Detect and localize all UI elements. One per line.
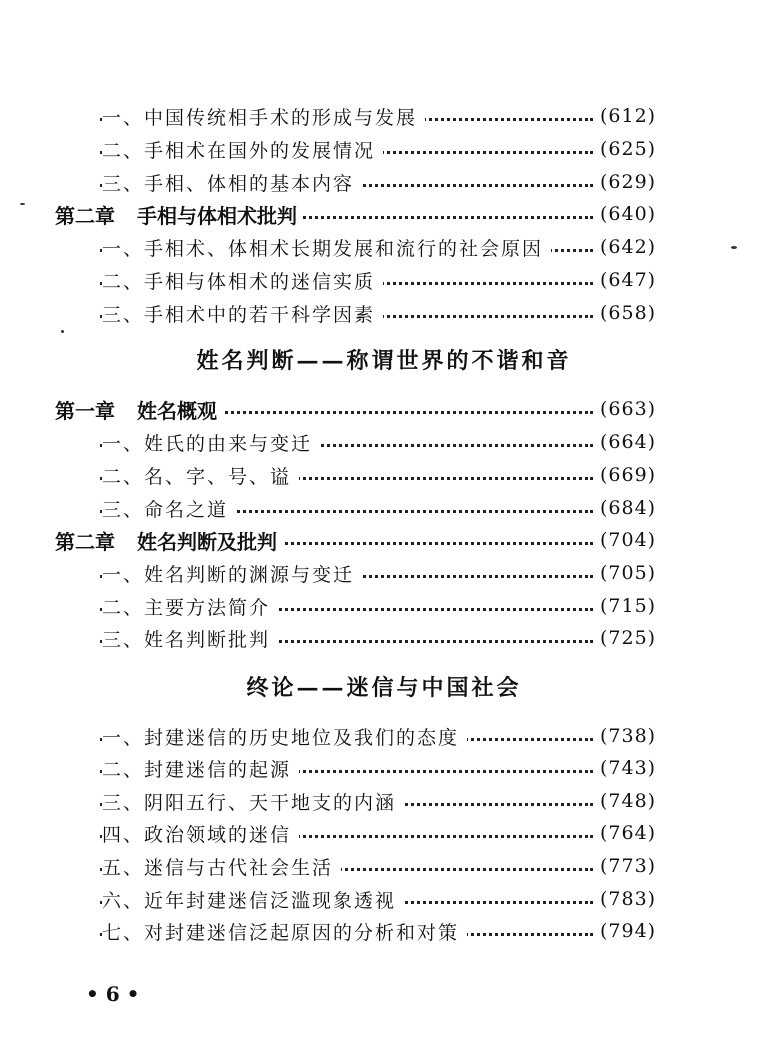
entry-title: 二、主要方法简介 — [102, 593, 278, 620]
page-number: • 6 • — [86, 982, 140, 1006]
toc-entry-row[interactable] — [0, 231, 768, 263]
entry-title: 三、手相、体相的基本内容 — [102, 169, 362, 196]
entry-title: 二、手相术在国外的发展情况 — [102, 136, 383, 163]
page-reference: (704) — [594, 529, 656, 551]
toc-entry-row[interactable] — [0, 297, 768, 329]
toc-entry-row[interactable] — [0, 557, 768, 589]
scan-speck — [61, 330, 64, 333]
scan-speck — [20, 203, 25, 205]
page-reference: (783) — [594, 888, 656, 910]
page-reference: (664) — [594, 431, 656, 453]
page-reference: (612) — [594, 105, 656, 127]
page-reference: (640) — [594, 203, 656, 225]
toc-entry-row[interactable] — [0, 720, 768, 752]
toc-entry-row[interactable] — [0, 883, 768, 915]
toc-entry-row[interactable] — [0, 166, 768, 198]
page-reference: (669) — [594, 464, 656, 486]
entry-title: 二、手相与体相术的迷信实质 — [102, 267, 383, 294]
entry-title: 一、手相术、体相术长期发展和流行的社会原因 — [102, 234, 551, 261]
page-reference: (738) — [594, 725, 656, 747]
entry-title: 六、近年封建迷信泛滥现象透视 — [102, 886, 404, 913]
toc-entry-row[interactable] — [0, 264, 768, 296]
page-reference: (647) — [594, 269, 656, 291]
scan-speck — [731, 246, 737, 249]
page-reference: (794) — [594, 920, 656, 942]
entry-title: 四、政治领域的迷信 — [102, 820, 299, 847]
chapter-label: 姓名概观 — [137, 398, 217, 423]
entry-title: 三、命名之道 — [102, 495, 236, 522]
page-reference: (705) — [594, 562, 656, 584]
toc-entry-row[interactable] — [0, 100, 768, 132]
toc-entry-row[interactable] — [0, 492, 768, 524]
toc-chapter-row[interactable] — [0, 198, 768, 230]
entry-title: 一、姓氏的由来与变迁 — [102, 429, 320, 456]
toc-entry-row[interactable] — [0, 590, 768, 622]
page-reference: (642) — [594, 236, 656, 258]
page-reference: (748) — [594, 790, 656, 812]
page-reference: (663) — [594, 398, 656, 420]
entry-title: 二、名、字、号、谥 — [102, 462, 299, 489]
page-reference: (625) — [594, 138, 656, 160]
part-title: 终论——迷信与中国社会 — [246, 675, 522, 701]
part-title: 姓名判断——称谓世界的不谐和音 — [196, 348, 572, 374]
toc-entry-row[interactable] — [0, 752, 768, 784]
entry-title: 七、对封建迷信泛起原因的分析和对策 — [102, 918, 467, 945]
toc-chapter-row[interactable] — [0, 524, 768, 556]
chapter-title — [55, 395, 223, 424]
chapter-number: 第二章 — [55, 203, 115, 228]
entry-title: 一、中国传统相手术的形成与发展 — [102, 103, 425, 130]
entry-title: 二、封建迷信的起源 — [102, 755, 299, 782]
page-reference: (684) — [594, 497, 656, 519]
toc-entry-row[interactable] — [0, 459, 768, 491]
toc-entry-row[interactable] — [0, 133, 768, 165]
toc-entry-row[interactable] — [0, 785, 768, 817]
page-reference: (658) — [594, 302, 656, 324]
chapter-label: 手相与体相术批判 — [137, 203, 297, 228]
toc-entry-row[interactable] — [0, 850, 768, 882]
toc-entry-row[interactable] — [0, 622, 768, 654]
page-reference: (764) — [594, 822, 656, 844]
page-reference: (629) — [594, 171, 656, 193]
page-reference: (725) — [594, 627, 656, 649]
page-reference: (715) — [594, 595, 656, 617]
chapter-title — [55, 200, 303, 229]
entry-title: 一、封建迷信的历史地位及我们的态度 — [102, 723, 467, 750]
toc-entry-row[interactable] — [0, 817, 768, 849]
chapter-label: 姓名判断及批判 — [137, 529, 277, 554]
chapter-number: 第二章 — [55, 529, 115, 554]
chapter-title — [55, 526, 283, 555]
toc-entry-row[interactable] — [0, 915, 768, 947]
page-reference: (743) — [594, 757, 656, 779]
entry-title: 三、姓名判断批判 — [102, 625, 278, 652]
entry-title: 三、手相术中的若干科学因素 — [102, 300, 383, 327]
entry-title: 五、迷信与古代社会生活 — [102, 853, 341, 880]
page-reference: (773) — [594, 855, 656, 877]
chapter-number: 第一章 — [55, 398, 115, 423]
toc-chapter-row[interactable] — [0, 393, 768, 425]
toc-entry-row[interactable] — [0, 426, 768, 458]
entry-title: 一、姓名判断的渊源与变迁 — [102, 560, 362, 587]
entry-title: 三、阴阳五行、天干地支的内涵 — [102, 788, 404, 815]
